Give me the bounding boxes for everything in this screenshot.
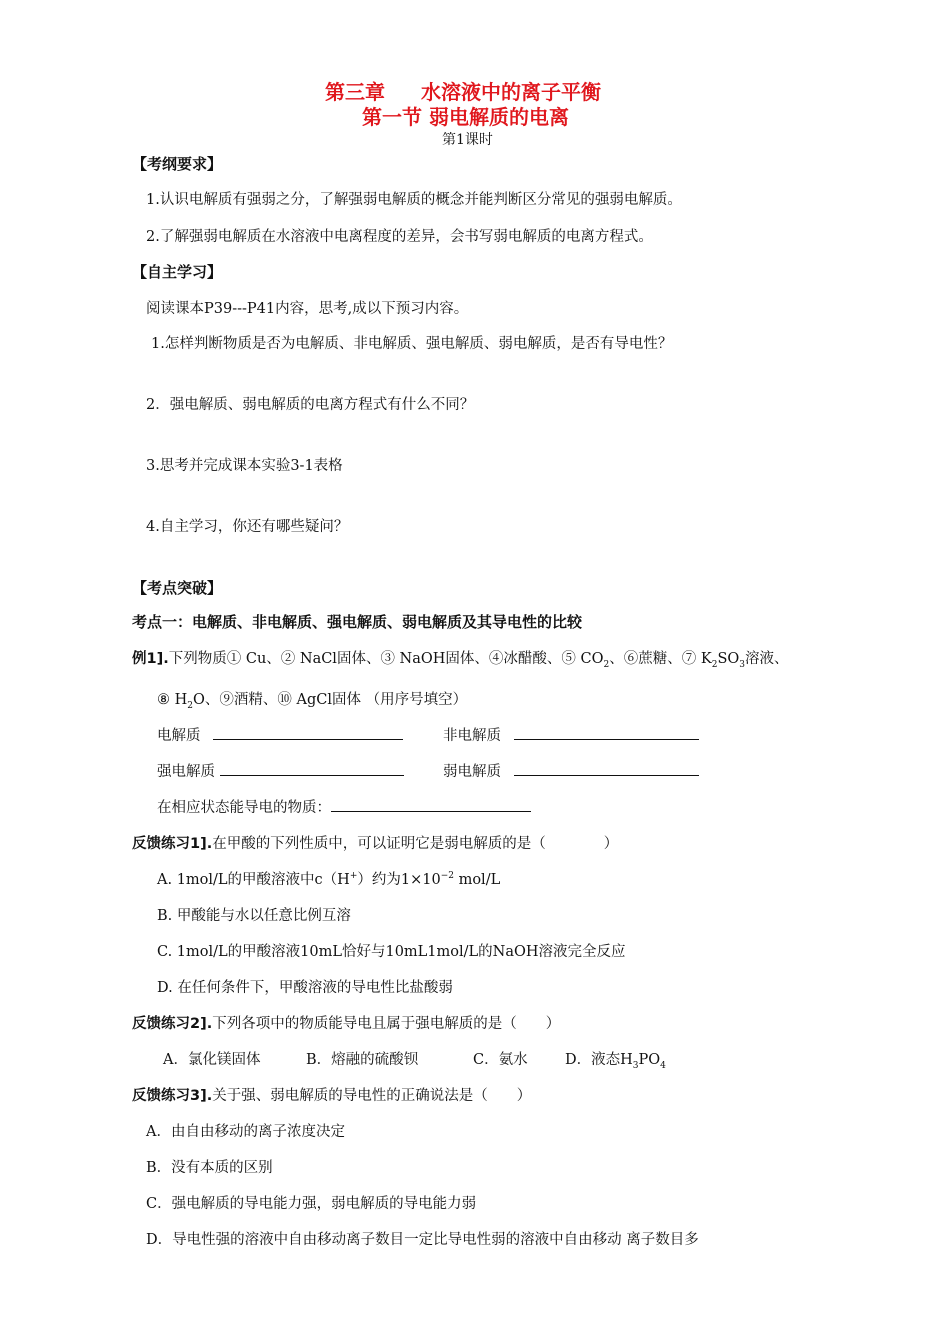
feedback3-option-c: C．强电解质的导电能力强，弱电解质的导电能力弱 (146, 1196, 477, 1212)
feedback2-option-c: C．氨水 (473, 1052, 528, 1068)
sub-h2o: 2 (187, 700, 193, 711)
requirement-item-2: 2.了解强弱电解质在水溶液中电离程度的差异，会书写弱电解质的电离方程式。 (146, 229, 653, 245)
conductive-row (157, 796, 531, 817)
conductive-blank[interactable] (331, 797, 531, 812)
example-text-b: 、⑥蔗糖、⑦ K (609, 651, 712, 667)
self-study-heading: 【自主学习】 (132, 263, 223, 281)
sub-h3: 3 (632, 1060, 639, 1071)
conductive-label: 在相应状态能导电的物质： (157, 800, 331, 816)
example-line-2 (157, 688, 467, 711)
sup-h-plus: + (349, 871, 358, 882)
chapter-title: 水溶液中的离子平衡 (421, 80, 601, 104)
requirements-heading: 【考纲要求】 (132, 155, 223, 173)
non-electrolyte-row (443, 724, 699, 745)
electrolyte-row (157, 724, 403, 745)
feedback1-label: 反馈练习1]. (132, 836, 213, 852)
feedback1-option-a (157, 868, 500, 889)
example-label: 例1]. (132, 651, 169, 667)
feedback1-question-row (132, 832, 618, 853)
example-text-a: 下列物质① Cu、② NaCl固体、③ NaOH固体、④冰醋酸、⑤ CO (168, 651, 604, 667)
feedback1-a-mid: ）约为1×10 (357, 872, 441, 888)
feedback1-option-d: D. 在任何条件下，甲酸溶液的导电性比盐酸弱 (157, 980, 453, 996)
example-text-c: SO (717, 651, 740, 667)
example-line2-b: O、⑨酒精、⑩ AgCl固体 （用序号填空） (193, 692, 468, 708)
feedback1-option-b: B. 甲酸能与水以任意比例互溶 (157, 908, 351, 924)
self-study-q4: 4.自主学习，你还有哪些疑问？ (146, 519, 349, 535)
feedback2-d-pre: D．液态H (565, 1052, 633, 1068)
electrolyte-label: 电解质 (157, 728, 201, 744)
feedback3-option-d: D．导电性强的溶液中自由移动离子数目一定比导电性弱的溶液中自由移动 离子数目多 (146, 1232, 699, 1248)
sup-exponent: −2 (440, 871, 454, 882)
sub-po4: 4 (660, 1060, 666, 1071)
electrolyte-blank[interactable] (213, 725, 403, 740)
feedback1-a-pre: A. 1mol/L的甲酸溶液中c（H (157, 872, 350, 888)
sub-k2: 2 (711, 659, 718, 670)
non-electrolyte-blank[interactable] (514, 725, 699, 740)
feedback2-label: 反馈练习2]. (132, 1016, 213, 1032)
strong-electrolyte-blank[interactable] (220, 761, 404, 776)
self-study-q1: 1.怎样判断物质是否为电解质、非电解质、强电解质、弱电解质，是否有导电性？ (151, 336, 673, 352)
weak-electrolyte-label: 弱电解质 (443, 764, 501, 780)
strong-electrolyte-row (157, 760, 404, 781)
feedback3-label: 反馈练习3]. (132, 1088, 213, 1104)
self-study-q3: 3.思考并完成课本实验3-1表格 (146, 458, 343, 474)
feedback1-option-c: C. 1mol/L的甲酸溶液10mL恰好与10mL1mol/L的NaOH溶液完全反应 (157, 944, 626, 960)
feedback2-option-b: B．熔融的硫酸钡 (306, 1052, 419, 1068)
example-text-d: 溶液、 (745, 651, 789, 667)
feedback2-option-a: A．氯化镁固体 (163, 1052, 261, 1068)
section-title: 第一节 弱电解质的电离 (362, 105, 569, 129)
example-line-1 (132, 647, 789, 670)
feedback3-question-row (132, 1084, 531, 1105)
example-line2-a: ⑧ H (157, 692, 188, 708)
self-study-q2: 2．强电解质、弱电解质的电离方程式有什么不同？ (146, 397, 475, 413)
sub-so3: 3 (739, 659, 745, 670)
feedback2-question-row (132, 1012, 560, 1033)
strong-electrolyte-label: 强电解质 (157, 764, 215, 780)
self-study-intro: 阅读课本P39---P41内容，思考,成以下预习内容。 (146, 301, 469, 317)
chapter-label: 第三章 (325, 80, 385, 104)
requirement-item-1: 1.认识电解质有强弱之分，了解强弱电解质的概念并能判断区分常见的强弱电解质。 (146, 192, 682, 208)
sub-co2: 2 (603, 659, 610, 670)
feedback3-question: 关于强、弱电解质的导电性的正确说法是（ ） (212, 1088, 532, 1104)
lesson-label: 第1课时 (442, 132, 493, 148)
feedback2-question: 下列各项中的物质能导电且属于强电解质的是（ ） (212, 1016, 561, 1032)
feedback3-option-b: B．没有本质的区别 (146, 1160, 273, 1176)
feedback2-d-mid: PO (638, 1052, 661, 1068)
weak-electrolyte-row (443, 760, 699, 781)
point1-title: 考点一：电解质、非电解质、强电解质、弱电解质及其导电性的比较 (132, 613, 583, 631)
feedback2-option-d (565, 1048, 666, 1071)
weak-electrolyte-blank[interactable] (514, 761, 699, 776)
non-electrolyte-label: 非电解质 (443, 728, 501, 744)
feedback1-question: 在甲酸的下列性质中，可以证明它是弱电解质的是（ ） (212, 836, 619, 852)
breakthrough-heading: 【考点突破】 (132, 579, 223, 597)
feedback1-a-post: mol/L (453, 872, 501, 888)
feedback3-option-a: A．由自由移动的离子浓度决定 (146, 1124, 345, 1140)
